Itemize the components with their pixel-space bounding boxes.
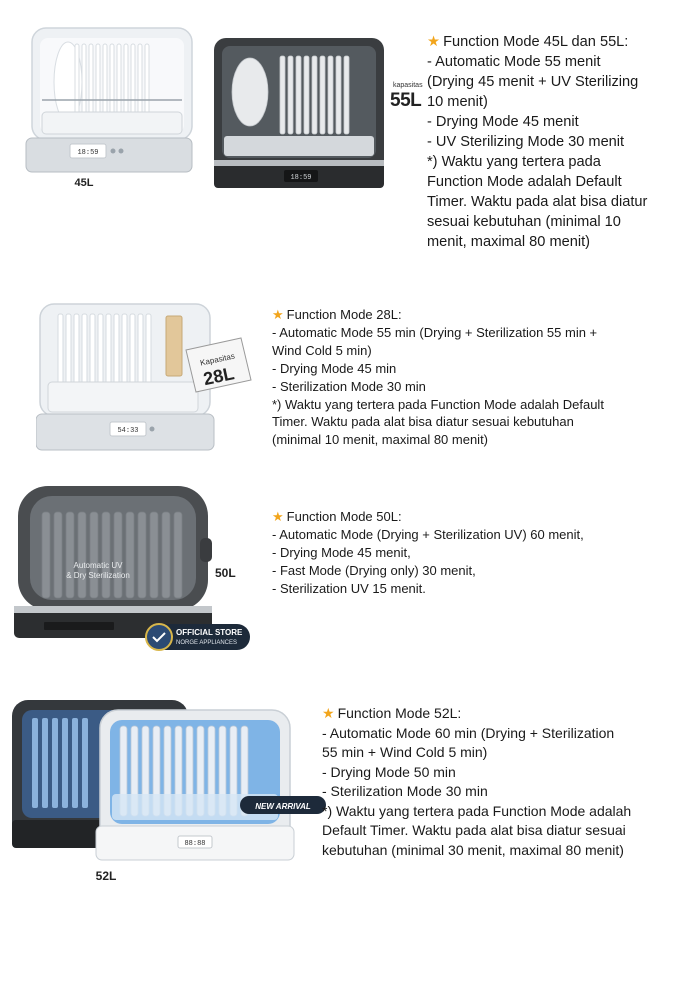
text-line: - Fast Mode (Drying only) 30 menit, xyxy=(272,562,476,578)
lid-text-1: Automatic UV xyxy=(73,561,123,570)
star-icon: ★ xyxy=(427,34,441,50)
dish-dryer-45l-image xyxy=(20,20,200,190)
new-arrival-text: NEW ARRIVAL xyxy=(255,802,311,811)
store-line-1: OFFICIAL STORE xyxy=(176,628,243,637)
official-store-badge xyxy=(146,624,250,650)
text-line: - Drying Mode 45 min xyxy=(272,360,397,376)
store-line-2: NORGE APPLIANCES xyxy=(176,640,238,646)
dish-dryer-52l-image xyxy=(8,696,328,886)
dryer-base xyxy=(26,138,192,172)
function-mode-28-text xyxy=(272,306,604,449)
label-52l: 52L xyxy=(95,869,117,883)
display-45: 18:59 xyxy=(77,149,99,157)
text-line: 55 min + Wind Cold 5 min) xyxy=(322,744,488,760)
text-line: Timer. Waktu pada alat bisa diatur xyxy=(427,194,648,210)
section-28l xyxy=(0,300,700,460)
kapasitas-label-28: Kapasitas xyxy=(199,351,236,368)
section-50l xyxy=(0,480,700,660)
function-mode-50-text xyxy=(272,508,584,598)
label-55l: 55L xyxy=(390,90,422,111)
text-line: - Drying Mode 45 menit xyxy=(427,114,579,130)
kapasitas-label-55: kapasitas xyxy=(393,82,423,89)
text-line: menit, maximal 80 menit) xyxy=(427,234,591,250)
text-line: kebutuhan (minimal 30 menit, maximal 80 menit) xyxy=(322,841,624,858)
section-45l-55l xyxy=(0,20,700,260)
label-50l: 50L xyxy=(215,566,236,580)
text-line: - Drying Mode 50 min xyxy=(322,763,456,780)
label-45l: 45L xyxy=(74,177,94,189)
function-mode-52-text xyxy=(322,704,631,860)
label-28l: 28L xyxy=(201,363,237,390)
text-line: *) Waktu yang tertera pada Function Mode adalah xyxy=(322,802,632,819)
display-55: 18:59 xyxy=(290,174,312,182)
text-line: - Automatic Mode 55 menit xyxy=(427,54,601,70)
dish-dryer-28l-image xyxy=(36,300,256,455)
display-52: 88:88 xyxy=(184,840,206,848)
text-line: - Automatic Mode (Drying + Sterilization UV) 60 menit, xyxy=(272,526,584,542)
section-heading: ★ Function Mode 28L: xyxy=(272,307,402,322)
star-icon: ★ xyxy=(322,705,335,721)
dish-dryer-55l-image xyxy=(210,36,390,196)
text-line: - Automatic Mode 60 min (Drying + Sterilization xyxy=(322,724,615,741)
text-line: - Sterilization Mode 30 min xyxy=(322,783,488,799)
text-line: - Automatic Mode 55 min (Drying + Sterilization 55 min + xyxy=(272,324,598,340)
text-line: (Drying 45 menit + UV Sterilizing xyxy=(427,74,639,90)
text-line: 10 menit) xyxy=(427,94,488,110)
text-line: Wind Cold 5 min) xyxy=(272,342,372,358)
new-arrival-badge xyxy=(240,796,326,814)
section-52l xyxy=(0,690,700,890)
display-28: 54:33 xyxy=(117,427,139,435)
section-heading: ★ Function Mode 50L: xyxy=(272,509,402,524)
star-icon: ★ xyxy=(272,509,284,524)
plates-group xyxy=(232,56,349,134)
text-line: sesuai kebutuhan (minimal 10 xyxy=(427,214,621,230)
section-heading: ★ Function Mode 45L dan 55L: xyxy=(427,34,629,50)
text-line: Function Mode adalah Default xyxy=(427,174,622,190)
star-icon: ★ xyxy=(272,307,284,322)
text-line: - Sterilization Mode 30 min xyxy=(272,378,426,394)
text-line: - UV Sterilizing Mode 30 menit xyxy=(427,134,625,150)
text-line: - Drying Mode 45 menit, xyxy=(272,544,411,560)
text-line: *) Waktu yang tertera pada Function Mode adalah Default xyxy=(272,396,604,412)
text-line: *) Waktu yang tertera pada xyxy=(427,154,601,170)
text-line: (minimal 10 menit, maximal 80 menit) xyxy=(272,432,489,448)
text-line: Timer. Waktu pada alat bisa diatur sesuai kebutuhan xyxy=(272,414,574,430)
function-mode-45-55-text xyxy=(427,32,647,252)
text-line: Default Timer. Waktu pada alat bisa diatur sesuai xyxy=(322,822,626,838)
lid-text-2: & Dry Sterilization xyxy=(66,571,130,580)
section-heading: ★ Function Mode 52L: xyxy=(322,704,631,724)
text-line: - Sterilization UV 15 menit. xyxy=(272,580,426,596)
